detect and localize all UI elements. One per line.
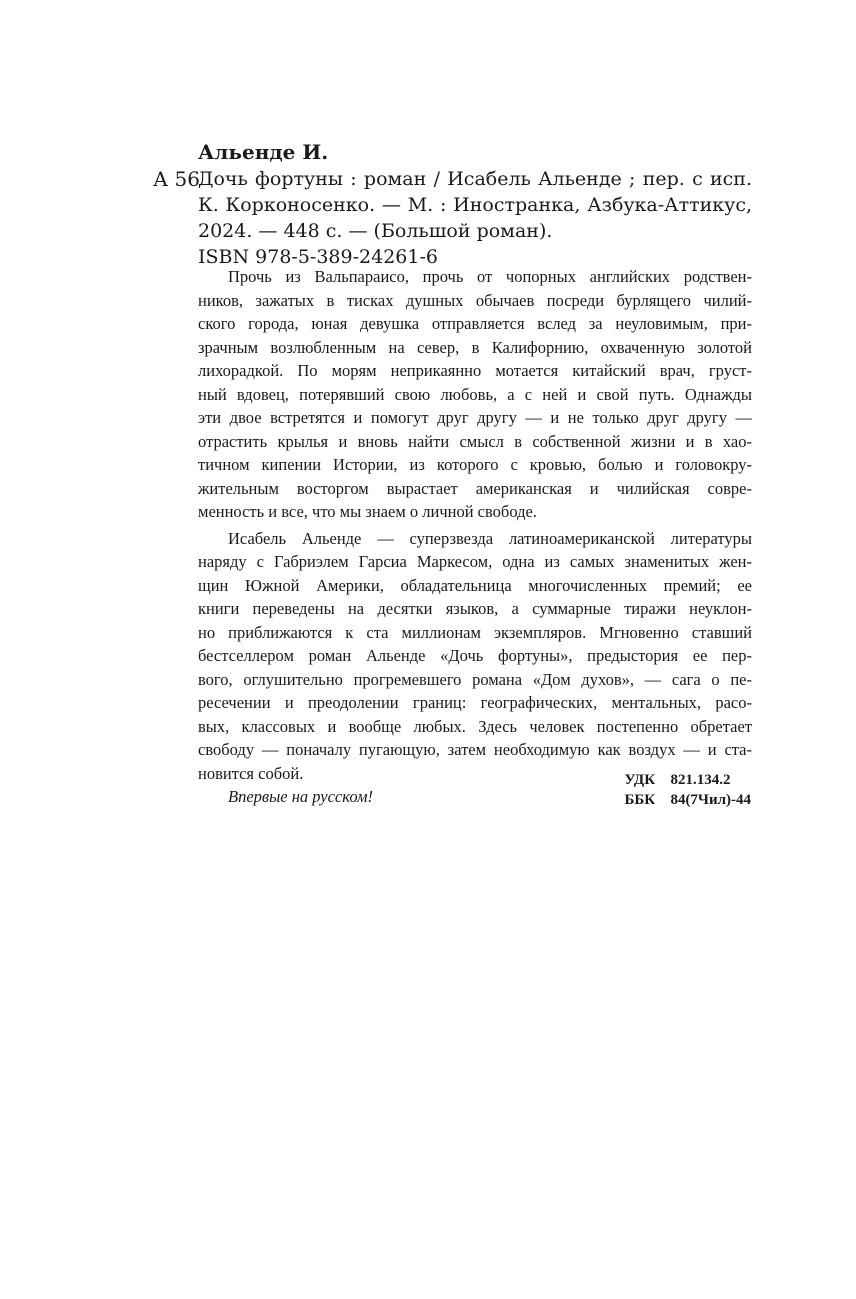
annotation [198,265,752,809]
annotation-line: ресечении и преодолении границ: географических, ментальных, расо- [198,693,752,712]
annotation-line: Прочь из Вальпараисо, прочь от чопорных английских родствен- [228,267,752,286]
annotation-line: новится собой. [198,763,304,783]
classification-codes [624,770,751,810]
annotation-line: наряду с Габриэлем Гарсиа Маркесом, одна из самых знаменитых жен- [198,552,752,571]
author-heading: Альенде И. [198,140,329,164]
bibliographic-description [198,166,752,270]
annotation-paragraph-1 [198,265,752,524]
annotation-line: эти двое встретятся и помогут друг другу — и не только друг другу — [198,408,752,427]
annotation-line: тичном кипении Истории, из которого с кровью, болью и головокру- [198,455,752,474]
annotation-line: но приближаются к ста миллионам экземпляров. Мгновенно ставший [198,622,752,642]
annotation-line: бестселлером роман Альенде «Дочь фортуны», предыстория ее пер- [198,646,752,665]
bbk-row [624,790,751,810]
udk-row [624,770,751,790]
bbk-value: 84(7Чил)-44 [670,792,751,808]
annotation-line: ников, зажатых в тисках душных обычаев посреди бурлящего чилий- [198,290,752,310]
annotation-line: вого, оглушительно прогремевшего романа «Дом духов», — сага о пе- [198,669,752,689]
annotation-line: менность и все, что мы знаем о личной свободе. [198,502,537,521]
annotation-line: Исабель Альенде — суперзвезда латиноамериканской литературы [228,528,752,548]
annotation-line: ный вдовец, потерявший свою любовь, а с ней и свой путь. Однажды [198,384,752,404]
annotation-line: свободу — поначалу пугающую, затем необходимую как воздух — и ста- [198,740,752,759]
annotation-line: вых, классовых и вообще любых. Здесь человек постепенно обретает [198,716,752,736]
udk-value: 821.134.2 [670,772,731,788]
annotation-line: лихорадкой. По морям неприкаянно мотается китайский врач, груст- [198,361,752,380]
annotation-line: зрачным возлюбленным на север, в Калифорнию, охваченную золотой [198,337,752,357]
biblio-line: 2024. — 448 с. — (Большой роман). [198,220,553,242]
author-code: А 56 [153,167,200,191]
biblio-line: К. Корконосенко. — М. : Иностранка, Азбука-Аттикус, [198,194,752,216]
tagline: Впервые на русском! [228,787,373,806]
isbn: ISBN 978-5-389-24261-6 [198,246,438,268]
annotation-line: жительным восторгом вырастает американская и чилийская совре- [198,478,752,498]
annotation-paragraph-2 [198,527,752,786]
annotation-line: щин Южной Америки, обладательница многочисленных премий; ее [198,575,752,595]
annotation-line: отрастить крылья и вновь найти смысл в собственной жизни и в хао- [198,431,752,451]
bbk-label: ББК [624,792,656,808]
biblio-line: Дочь фортуны : роман / Исабель Альенде ; пер. с исп. [198,168,752,190]
udk-label: УДК [624,772,656,788]
annotation-line: ского города, юная девушка отправляется вслед за неуловимым, при- [198,314,752,333]
annotation-line: книги переведены на десятки языков, а суммарные тиражи неуклон- [198,599,752,618]
